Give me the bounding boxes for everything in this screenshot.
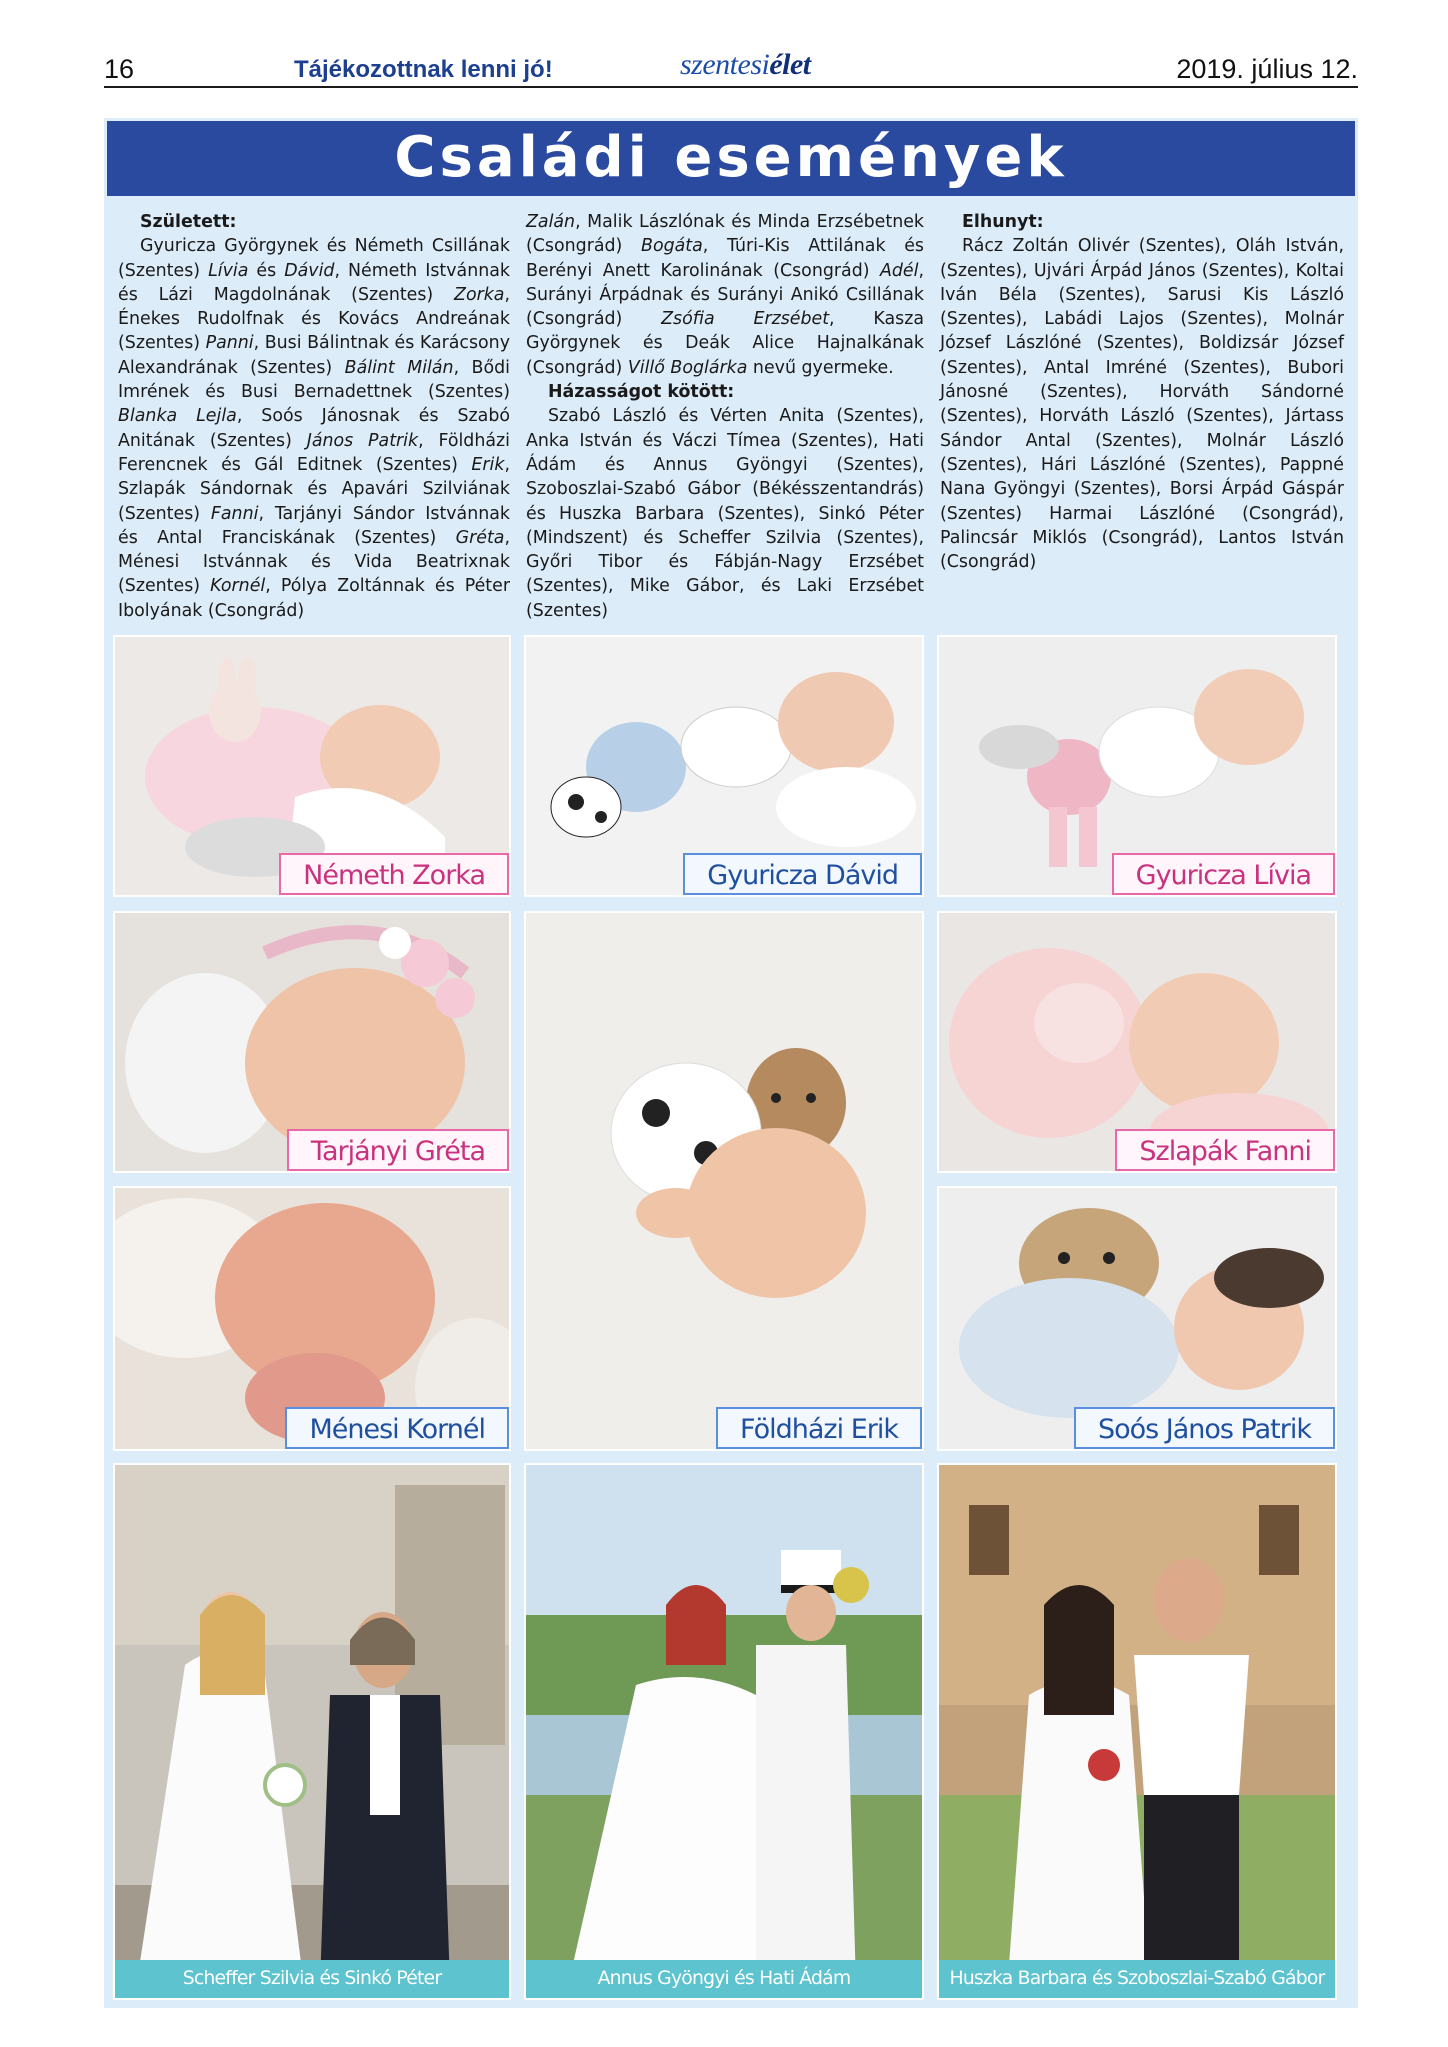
child-name: Kornél [210, 576, 266, 597]
child-name: János Patrik [306, 430, 419, 451]
photo-tarjanyi-greta [113, 911, 511, 1173]
text-run: nevű gyermeke. [747, 357, 894, 378]
text-run: , Soós Jánosnak és Szabó Anitának (Szentes) [118, 406, 511, 451]
child-name: Erik [471, 454, 505, 475]
wedding-photo-image [115, 1465, 511, 2000]
photo-caption: Németh Zorka [279, 853, 509, 895]
page-header [104, 48, 1358, 88]
photo-foldhazi-erik [524, 911, 924, 1451]
text-run: , Malik Lászlónak és Minda Erzsébetnek (Csongrád) [526, 212, 924, 257]
photo-nemeth-zorka [113, 635, 511, 897]
deaths-column [940, 210, 1344, 574]
photo-caption: Tarjányi Gréta [287, 1129, 509, 1171]
text-run: , Surányi Árpádnak és Surányi Anikó Csillának (Csongrád) [526, 260, 924, 330]
title-bar [107, 121, 1355, 196]
photo-wedding-huszka-szoboszlai [937, 1463, 1337, 2000]
child-name: Zsófia Erzsébet [661, 309, 830, 330]
text-run: , Földházi Ferencnek és Gál Editnek (Szentes) [118, 430, 510, 475]
photo-caption: Huszka Barbara és Szoboszlai-Szabó Gábor [939, 1960, 1335, 1998]
logo-text-bold: élet [769, 48, 811, 81]
family-events-panel [104, 118, 1358, 2008]
child-name: Dávid [284, 260, 335, 281]
wedding-photo-image [526, 1465, 924, 2000]
newspaper-logo [680, 48, 811, 82]
births-column [118, 210, 510, 623]
header-slogan: Tájékozottnak lenni jó! [294, 56, 553, 83]
photo-caption: Szlapák Fanni [1115, 1129, 1335, 1171]
logo-text-regular: szentesi [680, 48, 770, 81]
text-run: , Túri-Kis Attilának és Berényi Anett Karolinának (Csongrád) [526, 236, 924, 281]
photo-caption: Gyuricza Dávid [683, 853, 922, 895]
text-run: , Tarjányi Sándor Istvánnak és Antal Franciskának (Szentes) [118, 503, 510, 548]
text-run: , Énekes Rudolfnak és Kovács Andreának (Szentes) [118, 284, 510, 354]
photo-caption: Ménesi Kornél [285, 1407, 509, 1449]
child-name: Adél [880, 260, 919, 281]
child-name: Bálint Milán [344, 357, 454, 378]
text-run: , Ménesi Istvánnak és Vida Beatrixnak (Szentes) [118, 527, 510, 597]
child-name: Bogáta [641, 236, 703, 257]
wedding-photo-image [939, 1465, 1337, 2000]
photo-caption: Földházi Erik [716, 1407, 922, 1449]
text-run: , Szlapák Sándornak és Apavári Szilviának (Szentes) [118, 454, 510, 524]
child-name: Blanka Lejla [118, 406, 237, 427]
child-name: Villő Boglárka [627, 357, 748, 378]
text-run: , Németh Istvánnak és Lázi Magdolnának (Szentes) [118, 260, 510, 305]
text-run: , Bődi Imrének és Busi Bernadettnek (Szentes) [118, 357, 510, 403]
text-run: , Pólya Zoltánnak és Péter Ibolyának (Csongrád) [118, 576, 510, 621]
photo-caption: Gyuricza Lívia [1112, 853, 1335, 895]
page-number: 16 [104, 54, 135, 84]
births-text-continued [526, 210, 924, 380]
photo-caption: Soós János Patrik [1074, 1407, 1335, 1449]
births-heading: Született: [140, 212, 237, 232]
photo-gyuricza-david [524, 635, 924, 897]
deaths-heading: Elhunyt: [962, 212, 1044, 232]
photo-gyuricza-livia [937, 635, 1337, 897]
text-run: , Kasza Györgynek és Deák Alice Hajnalkának (Csongrád) [526, 309, 924, 378]
child-name: Fanni [210, 503, 259, 524]
child-name: Lívia [208, 260, 249, 281]
issue-date: 2019. július 12. [1176, 54, 1358, 84]
text-run: , Busi Bálintnak és Karácsony Alexandrának (Szentes) [118, 333, 510, 378]
photo-szlapak-fanni [937, 911, 1337, 1173]
photo-menesi-kornel [113, 1186, 511, 1451]
photo-caption: Scheffer Szilvia és Sinkó Péter [115, 1960, 509, 1998]
marriages-text: Szabó László és Vérten Anita (Szentes), Anka István és Váczi Tímea (Szentes), Hati Ádám és Annus Gyöngyi (Szentes), Szoboszlai-Szabó Gábor (Békésszentandrás) és Huszka Barbara (Szentes), Sinkó Péter (Mindszent) és Scheffer Szilvia (Szentes), Győri Tibor és Fábján-Nagy Erzsébet (Szentes), Mike Gábor, és Laki Erzsébet (Szentes) [526, 406, 924, 621]
child-name: Zalán [526, 212, 576, 232]
child-name: Gréta [455, 527, 505, 548]
births-text [118, 234, 510, 623]
photo-wedding-annus-hati [524, 1463, 924, 2000]
section-title: Családi események [394, 125, 1068, 190]
baby-photo-image [526, 913, 924, 1451]
photo-wedding-scheffer-sinko [113, 1463, 511, 2000]
child-name: Panni [205, 333, 254, 354]
photo-caption: Annus Gyöngyi és Hati Ádám [526, 1960, 922, 1998]
photo-soos-janos-patrik [937, 1186, 1337, 1451]
deaths-text: Rácz Zoltán Olivér (Szentes), Oláh István, (Szentes), Ujvári Árpád János (Szentes), Koltai Iván Béla (Szentes), Sarusi Kis László (Szentes), Labádi Lajos (Szentes), Molnár József Lászlóné (Szentes), Boldizsár József (Szentes), Antal Imréné (Szentes), Bubori Jánosné (Szentes), Horváth Sándorné (Szentes), Horváth László (Szentes), Jártass Sándor Antal (Szentes), Molnár László (Szentes), Hári Lászlóné (Szentes), Pappné Nana Gyöngyi (Szentes), Borsi Árpád Gáspár (Szentes) Harmai Lászlóné (Csongrád), Palincsár Miklós (Csongrád), Lantos István (Csongrád) [940, 236, 1344, 573]
marriages-column [526, 210, 924, 623]
text-run: Gyuricza Györgynek és Németh Csillának (Szentes) [118, 236, 510, 281]
text-run: és [248, 260, 285, 281]
child-name: Zorka [454, 284, 505, 305]
marriages-heading: Házasságot kötött: [548, 382, 735, 403]
